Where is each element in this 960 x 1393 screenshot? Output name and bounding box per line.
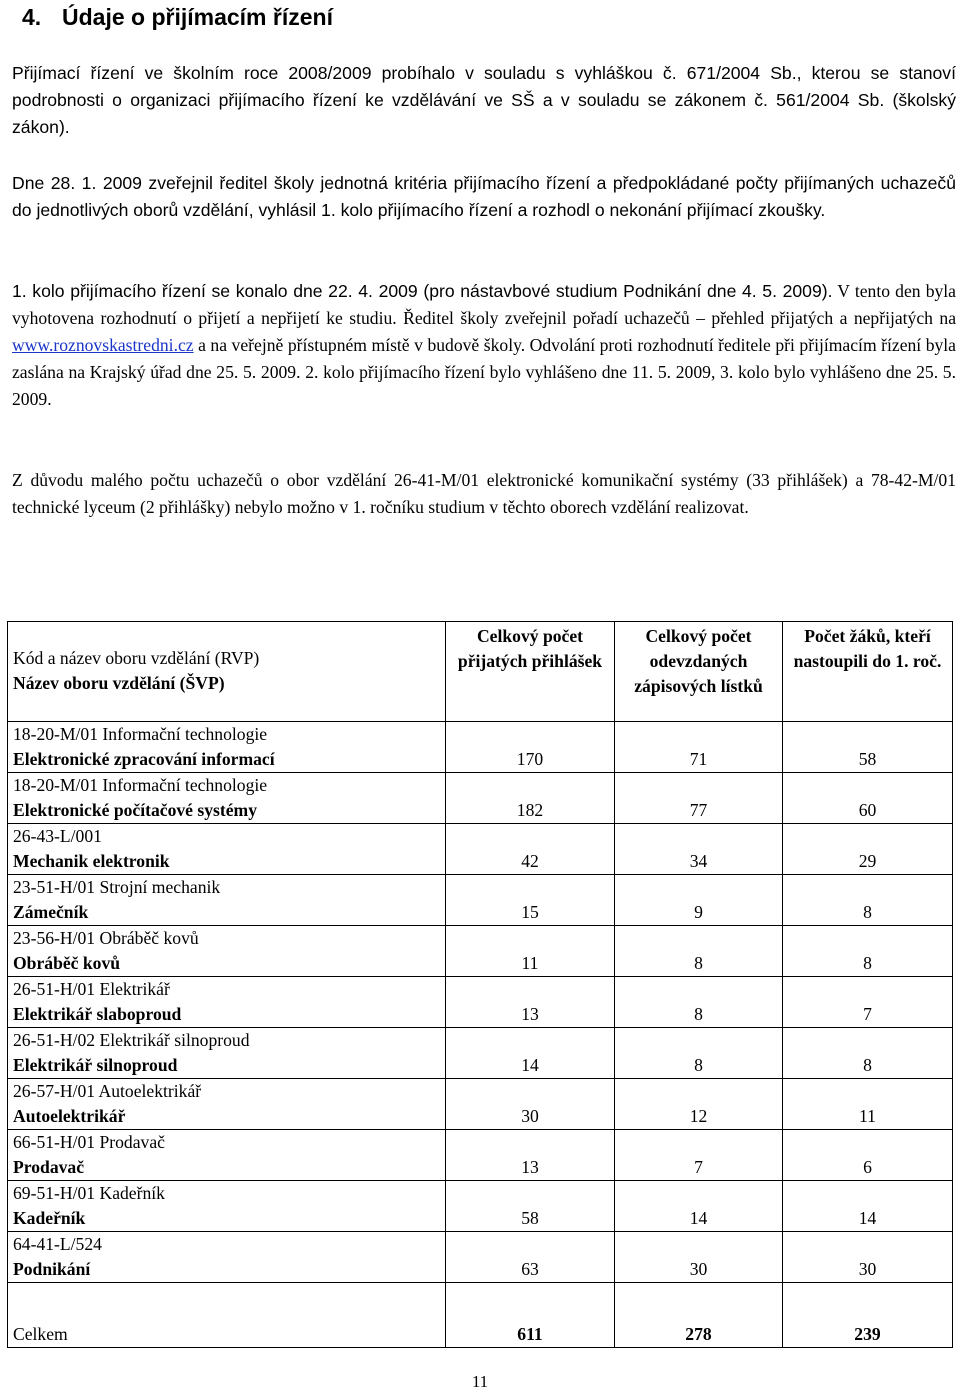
applications-cell: 30 [446,1079,615,1130]
field-cell [8,824,446,875]
field-name: Elektronické zpracování informací [13,749,275,769]
paragraph-not-opened-fields: Z důvodu malého počtu uchazečů o obor vzdělání 26-41-M/01 elektronické komunikační systémy (33 přihlášek) a 78-42-M/01 technické lyceum (2 přihlášky) nebylo možno v 1. ročníku studium v těchto oborech vzdělání realizovat. [12,470,956,517]
field-cell [8,773,446,824]
field-code: 66-51-H/01 Prodavač [13,1132,165,1152]
field-code: 26-57-H/01 Autoelektrikář [13,1081,202,1101]
total-applications: 611 [446,1283,615,1348]
appeal-text: a na veřejně přístupném místě v budově školy. Odvolání proti rozhodnutí ředitele při přijímacím řízení byla zaslána na Krajský úřad dne 25. 5. 2009. 2. kolo přijímacího řízení bylo vyhlášeno dne 11. 5. 2009, 3. kolo bylo vyhlášeno dne 25. 5. 2009. [12,335,956,409]
field-name: Autoelektrikář [13,1106,126,1126]
slips-cell: 12 [615,1079,783,1130]
applications-cell: 13 [446,977,615,1028]
applications-cell: 11 [446,926,615,977]
applications-cell: 15 [446,875,615,926]
admissions-table [7,621,953,1348]
enrolled-cell: 8 [783,1028,953,1079]
applications-cell: 42 [446,824,615,875]
table-row [8,1181,953,1232]
field-code: 18-20-M/01 Informační technologie [13,775,268,795]
paragraph-first-round [12,278,956,413]
decision-text: V tento den byla vyhotovena rozhodnutí o přijetí a nepřijetí ke studiu. Ředitel školy zveřejnil pořadí uchazečů – přehled přijatých a nepřijatých na [12,281,956,328]
slips-cell: 14 [615,1181,783,1232]
field-name: Obráběč kovů [13,953,121,973]
section-heading [22,4,333,31]
field-code: 23-51-H/01 Strojní mechanik [13,877,221,897]
field-name: Elektrikář slaboproud [13,1004,182,1024]
page-number: 11 [471,1372,489,1391]
field-cell [8,722,446,773]
table-row [8,875,953,926]
enrolled-cell: 6 [783,1130,953,1181]
enrolled-cell: 58 [783,722,953,773]
table-row [8,926,953,977]
applications-cell: 14 [446,1028,615,1079]
field-code: 26-43-L/001 [13,826,102,846]
applications-cell: 63 [446,1232,615,1283]
field-code: 64-41-L/524 [13,1234,102,1254]
field-name: Zámečník [13,902,89,922]
first-round-date-text: 1. kolo přijímacího řízení se konalo dne 22. 4. 2009 (pro nástavbové studium Podnikání dne 4. 5. 2009). [12,281,833,301]
field-code: 69-51-H/01 Kadeřník [13,1183,165,1203]
table-row [8,722,953,773]
enrolled-cell: 60 [783,773,953,824]
table-row [8,824,953,875]
paragraph-criteria: Dne 28. 1. 2009 zveřejnil ředitel školy jednotná kritéria přijímacího řízení a předpokládané počty přijímaných uchazečů do jednotlivých oborů vzdělání, vyhlásil 1. kolo přijímacího řízení a rozhodl o nekonání přijímací zkoušky. [12,173,956,220]
enrolled-cell: 29 [783,824,953,875]
table-row [8,1028,953,1079]
table-total-row [8,1283,953,1348]
field-cell [8,1079,446,1130]
table-header-row [8,622,953,722]
field-cell [8,926,446,977]
header-applications: Celkový počet přijatých přihlášek [446,622,615,722]
total-enrolled: 239 [783,1283,953,1348]
table-row [8,1079,953,1130]
enrolled-cell: 8 [783,875,953,926]
field-name: Elektronické počítačové systémy [13,800,257,820]
slips-cell: 71 [615,722,783,773]
field-name: Elektrikář silnoproud [13,1055,178,1075]
field-code: 26-51-H/01 Elektrikář [13,979,170,999]
field-name: Podnikání [13,1259,91,1279]
applications-cell: 182 [446,773,615,824]
header-enrollment-slips: Celkový počet odevzdaných zápisových lístků [615,622,783,722]
applications-cell: 58 [446,1181,615,1232]
slips-cell: 9 [615,875,783,926]
section-number: 4. [22,4,42,30]
total-label: Celkem [8,1283,446,1348]
header-field-code: Kód a název oboru vzdělání (RVP) Název oboru vzdělání (ŠVP) [8,622,446,722]
enrolled-cell: 11 [783,1079,953,1130]
enrolled-cell: 8 [783,926,953,977]
field-code: 23-56-H/01 Obráběč kovů [13,928,199,948]
paragraph-legal-basis: Přijímací řízení ve školním roce 2008/2009 probíhalo v souladu s vyhláškou č. 671/2004 Sb., kterou se stanoví podrobnosti o organizaci přijímacího řízení ke vzdělávání ve SŠ a v souladu se zákonem č. 561/2004 Sb. (školský zákon). [12,63,956,137]
field-code: 26-51-H/02 Elektrikář silnoproud [13,1030,250,1050]
school-website-link[interactable]: www.roznovskastredni.cz [12,335,194,355]
field-name: Kadeřník [13,1208,86,1228]
table-row [8,977,953,1028]
slips-cell: 34 [615,824,783,875]
slips-cell: 8 [615,1028,783,1079]
applications-cell: 170 [446,722,615,773]
field-cell [8,977,446,1028]
table-row [8,1232,953,1283]
enrolled-cell: 30 [783,1232,953,1283]
slips-cell: 30 [615,1232,783,1283]
field-cell [8,875,446,926]
field-cell [8,1232,446,1283]
applications-cell: 13 [446,1130,615,1181]
table-row [8,1130,953,1181]
field-name: Prodavač [13,1157,85,1177]
enrolled-cell: 14 [783,1181,953,1232]
slips-cell: 8 [615,926,783,977]
enrolled-cell: 7 [783,977,953,1028]
section-title: Údaje o přijímacím řízení [62,4,333,30]
slips-cell: 7 [615,1130,783,1181]
table-row [8,773,953,824]
field-cell [8,1130,446,1181]
slips-cell: 8 [615,977,783,1028]
slips-cell: 77 [615,773,783,824]
field-code: 18-20-M/01 Informační technologie [13,724,268,744]
field-name: Mechanik elektronik [13,851,170,871]
total-slips: 278 [615,1283,783,1348]
field-cell [8,1181,446,1232]
header-enrolled-students: Počet žáků, kteří nastoupili do 1. roč. [783,622,953,722]
field-cell [8,1028,446,1079]
